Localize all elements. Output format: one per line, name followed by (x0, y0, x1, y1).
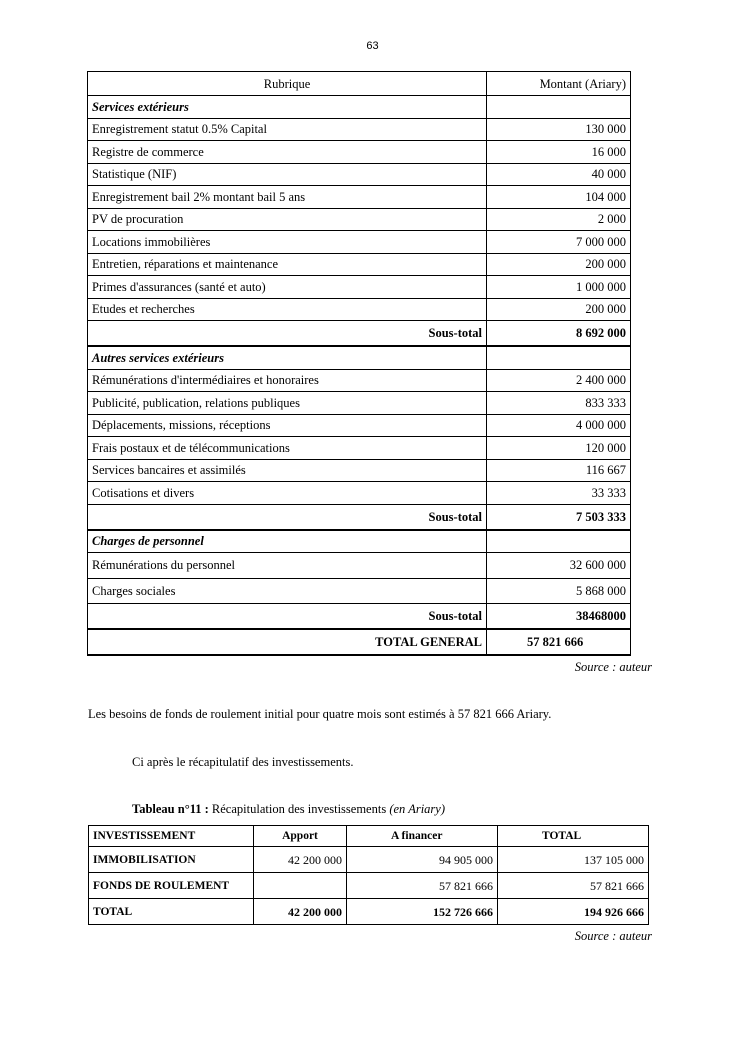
row-a-financer: 152 726 666 (347, 899, 498, 925)
row-label: Enregistrement statut 0.5% Capital (88, 118, 487, 141)
table-row (88, 459, 631, 482)
row-label: Services bancaires et assimilés (88, 459, 487, 482)
row-label: TOTAL (89, 899, 254, 925)
page-number: 63 (366, 40, 379, 52)
section-title: Autres services extérieurs (88, 346, 487, 369)
subtotal-row (88, 604, 631, 630)
row-label: IMMOBILISATION (89, 847, 254, 873)
row-label: Locations immobilières (88, 231, 487, 254)
table-row (88, 392, 631, 415)
row-amount: 120 000 (487, 437, 631, 460)
row-apport: 42 200 000 (254, 847, 347, 873)
table-row (88, 118, 631, 141)
section-row (88, 96, 631, 119)
table-row (88, 276, 631, 299)
row-amount: 16 000 (487, 141, 631, 164)
row-label: FONDS DE ROULEMENT (89, 873, 254, 899)
row-a-financer: 94 905 000 (347, 847, 498, 873)
row-label: Enregistrement bail 2% montant bail 5 ans (88, 186, 487, 209)
table-source: Source : auteur (574, 929, 652, 943)
table-header-row (88, 72, 631, 96)
row-a-financer: 57 821 666 (347, 873, 498, 899)
table-row (88, 437, 631, 460)
grand-total-value: 57 821 666 (487, 629, 631, 655)
header-rubrique: Rubrique (88, 72, 487, 96)
row-amount: 200 000 (487, 298, 631, 321)
section-row (88, 346, 631, 369)
table-row (88, 253, 631, 276)
row-amount: 2 000 (487, 208, 631, 231)
expenses-table (87, 71, 631, 656)
paragraph-intro: Ci après le récapitulatif des investissements. (132, 755, 354, 769)
subtotal-row (88, 504, 631, 530)
caption-label: Tableau n°11 : (132, 802, 209, 816)
header-montant: Montant (Ariary) (487, 72, 631, 96)
row-label: Charges sociales (88, 578, 487, 604)
grand-total-row (88, 629, 631, 655)
table-row (88, 186, 631, 209)
row-label: Publicité, publication, relations publiques (88, 392, 487, 415)
table-row (88, 369, 631, 392)
table-source: Source : auteur (574, 660, 652, 674)
row-total: 57 821 666 (498, 873, 649, 899)
row-label: Cotisations et divers (88, 482, 487, 505)
row-amount: 33 333 (487, 482, 631, 505)
header-total: TOTAL (498, 826, 649, 847)
header-apport: Apport (254, 826, 347, 847)
grand-total-label: TOTAL GENERAL (88, 629, 487, 655)
table-row (89, 873, 649, 899)
table-row (88, 208, 631, 231)
row-amount: 2 400 000 (487, 369, 631, 392)
subtotal-row (88, 321, 631, 347)
table-row (88, 578, 631, 604)
row-amount: 104 000 (487, 186, 631, 209)
row-label: Entretien, réparations et maintenance (88, 253, 487, 276)
row-label: Registre de commerce (88, 141, 487, 164)
row-label: Etudes et recherches (88, 298, 487, 321)
row-label: PV de procuration (88, 208, 487, 231)
row-amount: 1 000 000 (487, 276, 631, 299)
subtotal-label: Sous-total (88, 321, 487, 347)
row-amount: 7 000 000 (487, 231, 631, 254)
subtotal-value: 38468000 (487, 604, 631, 630)
section-title: Charges de personnel (88, 530, 487, 553)
caption-title: Récapitulation des investissements (208, 802, 390, 816)
row-amount: 130 000 (487, 118, 631, 141)
subtotal-label: Sous-total (88, 604, 487, 630)
table-row (89, 847, 649, 873)
caption-unit: (en Ariary) (389, 802, 445, 816)
row-amount: 4 000 000 (487, 414, 631, 437)
table-row (88, 298, 631, 321)
header-investissement: INVESTISSEMENT (89, 826, 254, 847)
table-row (88, 231, 631, 254)
row-total: 194 926 666 (498, 899, 649, 925)
row-label: Rémunérations du personnel (88, 553, 487, 579)
row-label: Frais postaux et de télécommunications (88, 437, 487, 460)
table-row (88, 141, 631, 164)
row-amount: 40 000 (487, 163, 631, 186)
row-total: 137 105 000 (498, 847, 649, 873)
investments-table (88, 825, 649, 925)
row-amount: 5 868 000 (487, 578, 631, 604)
row-amount: 32 600 000 (487, 553, 631, 579)
row-amount: 833 333 (487, 392, 631, 415)
paragraph-working-capital: Les besoins de fonds de roulement initial pour quatre mois sont estimés à 57 821 666 Ariary. (88, 707, 552, 721)
row-apport: 42 200 000 (254, 899, 347, 925)
row-amount: 200 000 (487, 253, 631, 276)
table-row (88, 163, 631, 186)
section-title: Services extérieurs (88, 96, 487, 119)
table-header-row (89, 826, 649, 847)
row-label: Statistique (NIF) (88, 163, 487, 186)
section-row (88, 530, 631, 553)
row-apport (254, 873, 347, 899)
subtotal-label: Sous-total (88, 504, 487, 530)
row-label: Déplacements, missions, réceptions (88, 414, 487, 437)
row-label: Primes d'assurances (santé et auto) (88, 276, 487, 299)
row-label: Rémunérations d'intermédiaires et honoraires (88, 369, 487, 392)
table-row (88, 553, 631, 579)
subtotal-value: 8 692 000 (487, 321, 631, 347)
table-row (88, 414, 631, 437)
header-a-financer: A financer (347, 826, 498, 847)
row-amount: 116 667 (487, 459, 631, 482)
subtotal-value: 7 503 333 (487, 504, 631, 530)
total-row (89, 899, 649, 925)
table-row (88, 482, 631, 505)
table-caption (132, 802, 445, 817)
